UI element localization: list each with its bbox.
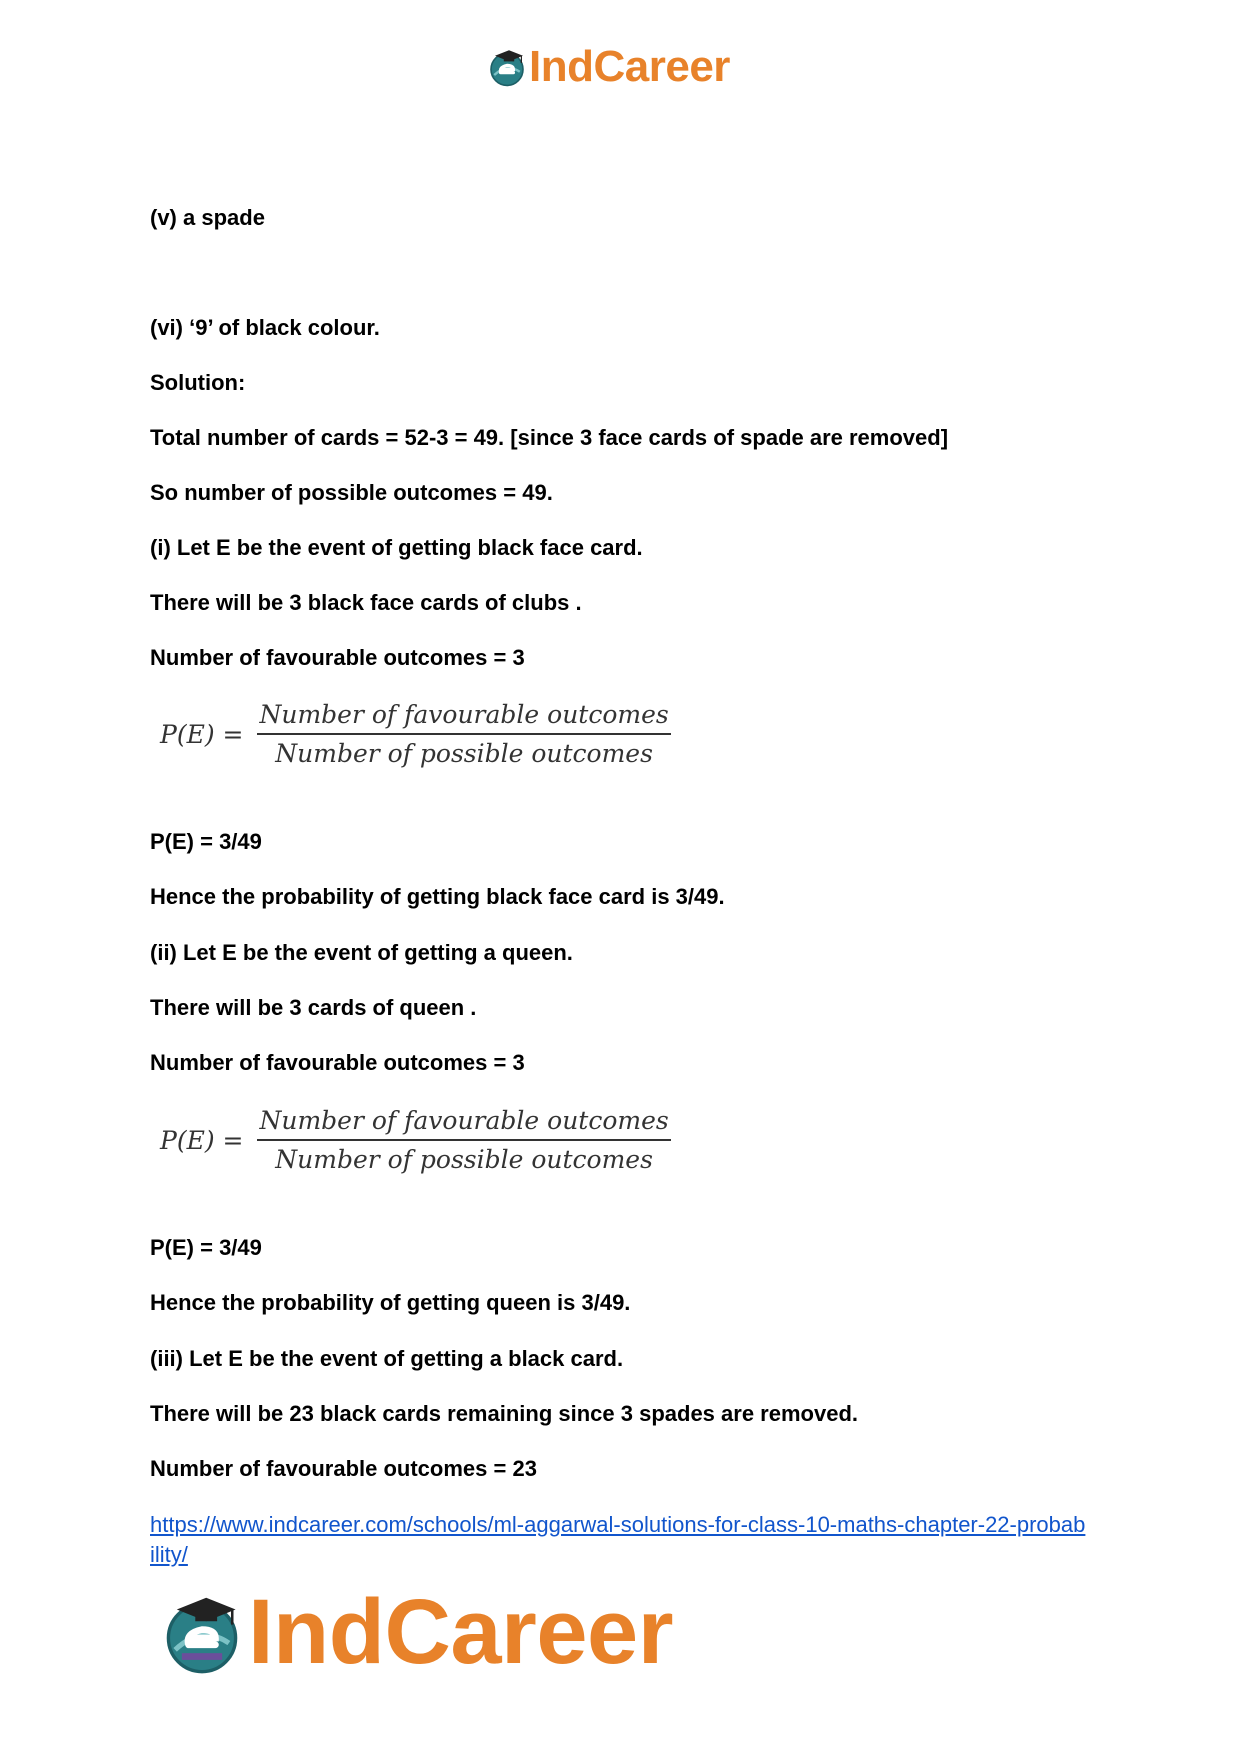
footer-logo — [160, 1580, 673, 1685]
part-ii-probability: P(E) = 3/49 — [150, 1235, 262, 1260]
part-i-favourable: Number of favourable outcomes = 3 — [150, 645, 525, 670]
question-vi: (vi) ‘9’ of black colour. — [150, 315, 380, 340]
part-i-probability: P(E) = 3/49 — [150, 829, 262, 854]
solution-heading: Solution: — [150, 370, 246, 395]
part-i-event: (i) Let E be the event of getting black face card. — [150, 535, 643, 560]
part-i-conclusion: Hence the probability of getting black face card is 3/49. — [150, 884, 725, 909]
part-iii-info: There will be 23 black cards remaining since 3 spades are removed. — [150, 1401, 858, 1426]
formula-lhs: P(E) = — [160, 1125, 244, 1155]
total-cards-line: Total number of cards = 52-3 = 49. [since 3 face cards of spade are removed] — [150, 425, 949, 450]
part-ii-conclusion: Hence the probability of getting queen is 3/49. — [150, 1290, 631, 1315]
globe-graduation-cap-icon — [487, 47, 527, 87]
part-ii-event: (ii) Let E be the event of getting a queen. — [150, 940, 573, 965]
brand-wordmark: IndCareer — [248, 1581, 673, 1683]
question-v: (v) a spade — [150, 205, 265, 230]
possible-outcomes-line: So number of possible outcomes = 49. — [150, 480, 553, 505]
formula-fraction — [257, 700, 670, 768]
probability-formula — [160, 700, 671, 768]
part-iii-favourable: Number of favourable outcomes = 23 — [150, 1456, 537, 1481]
globe-graduation-cap-icon — [160, 1591, 244, 1675]
part-i-info: There will be 3 black face cards of clubs . — [150, 590, 582, 615]
part-ii-info: There will be 3 cards of queen . — [150, 995, 477, 1020]
part-iii-event: (iii) Let E be the event of getting a black card. — [150, 1346, 624, 1371]
source-link[interactable]: https://www.indcareer.com/schools/ml-aggarwal-solutions-for-class-10-maths-chapter-22-probability/ — [150, 1512, 1086, 1567]
formula-denominator: Number of possible outcomes — [275, 1145, 653, 1174]
formula-fraction — [257, 1106, 670, 1174]
brand-wordmark: IndCareer — [529, 42, 730, 91]
formula-numerator: Number of favourable outcomes — [257, 700, 670, 735]
part-ii-favourable: Number of favourable outcomes = 3 — [150, 1050, 525, 1075]
formula-numerator: Number of favourable outcomes — [257, 1106, 670, 1141]
probability-formula — [160, 1106, 671, 1174]
header-logo — [487, 42, 730, 92]
formula-lhs: P(E) = — [160, 719, 244, 749]
formula-denominator: Number of possible outcomes — [275, 739, 653, 768]
